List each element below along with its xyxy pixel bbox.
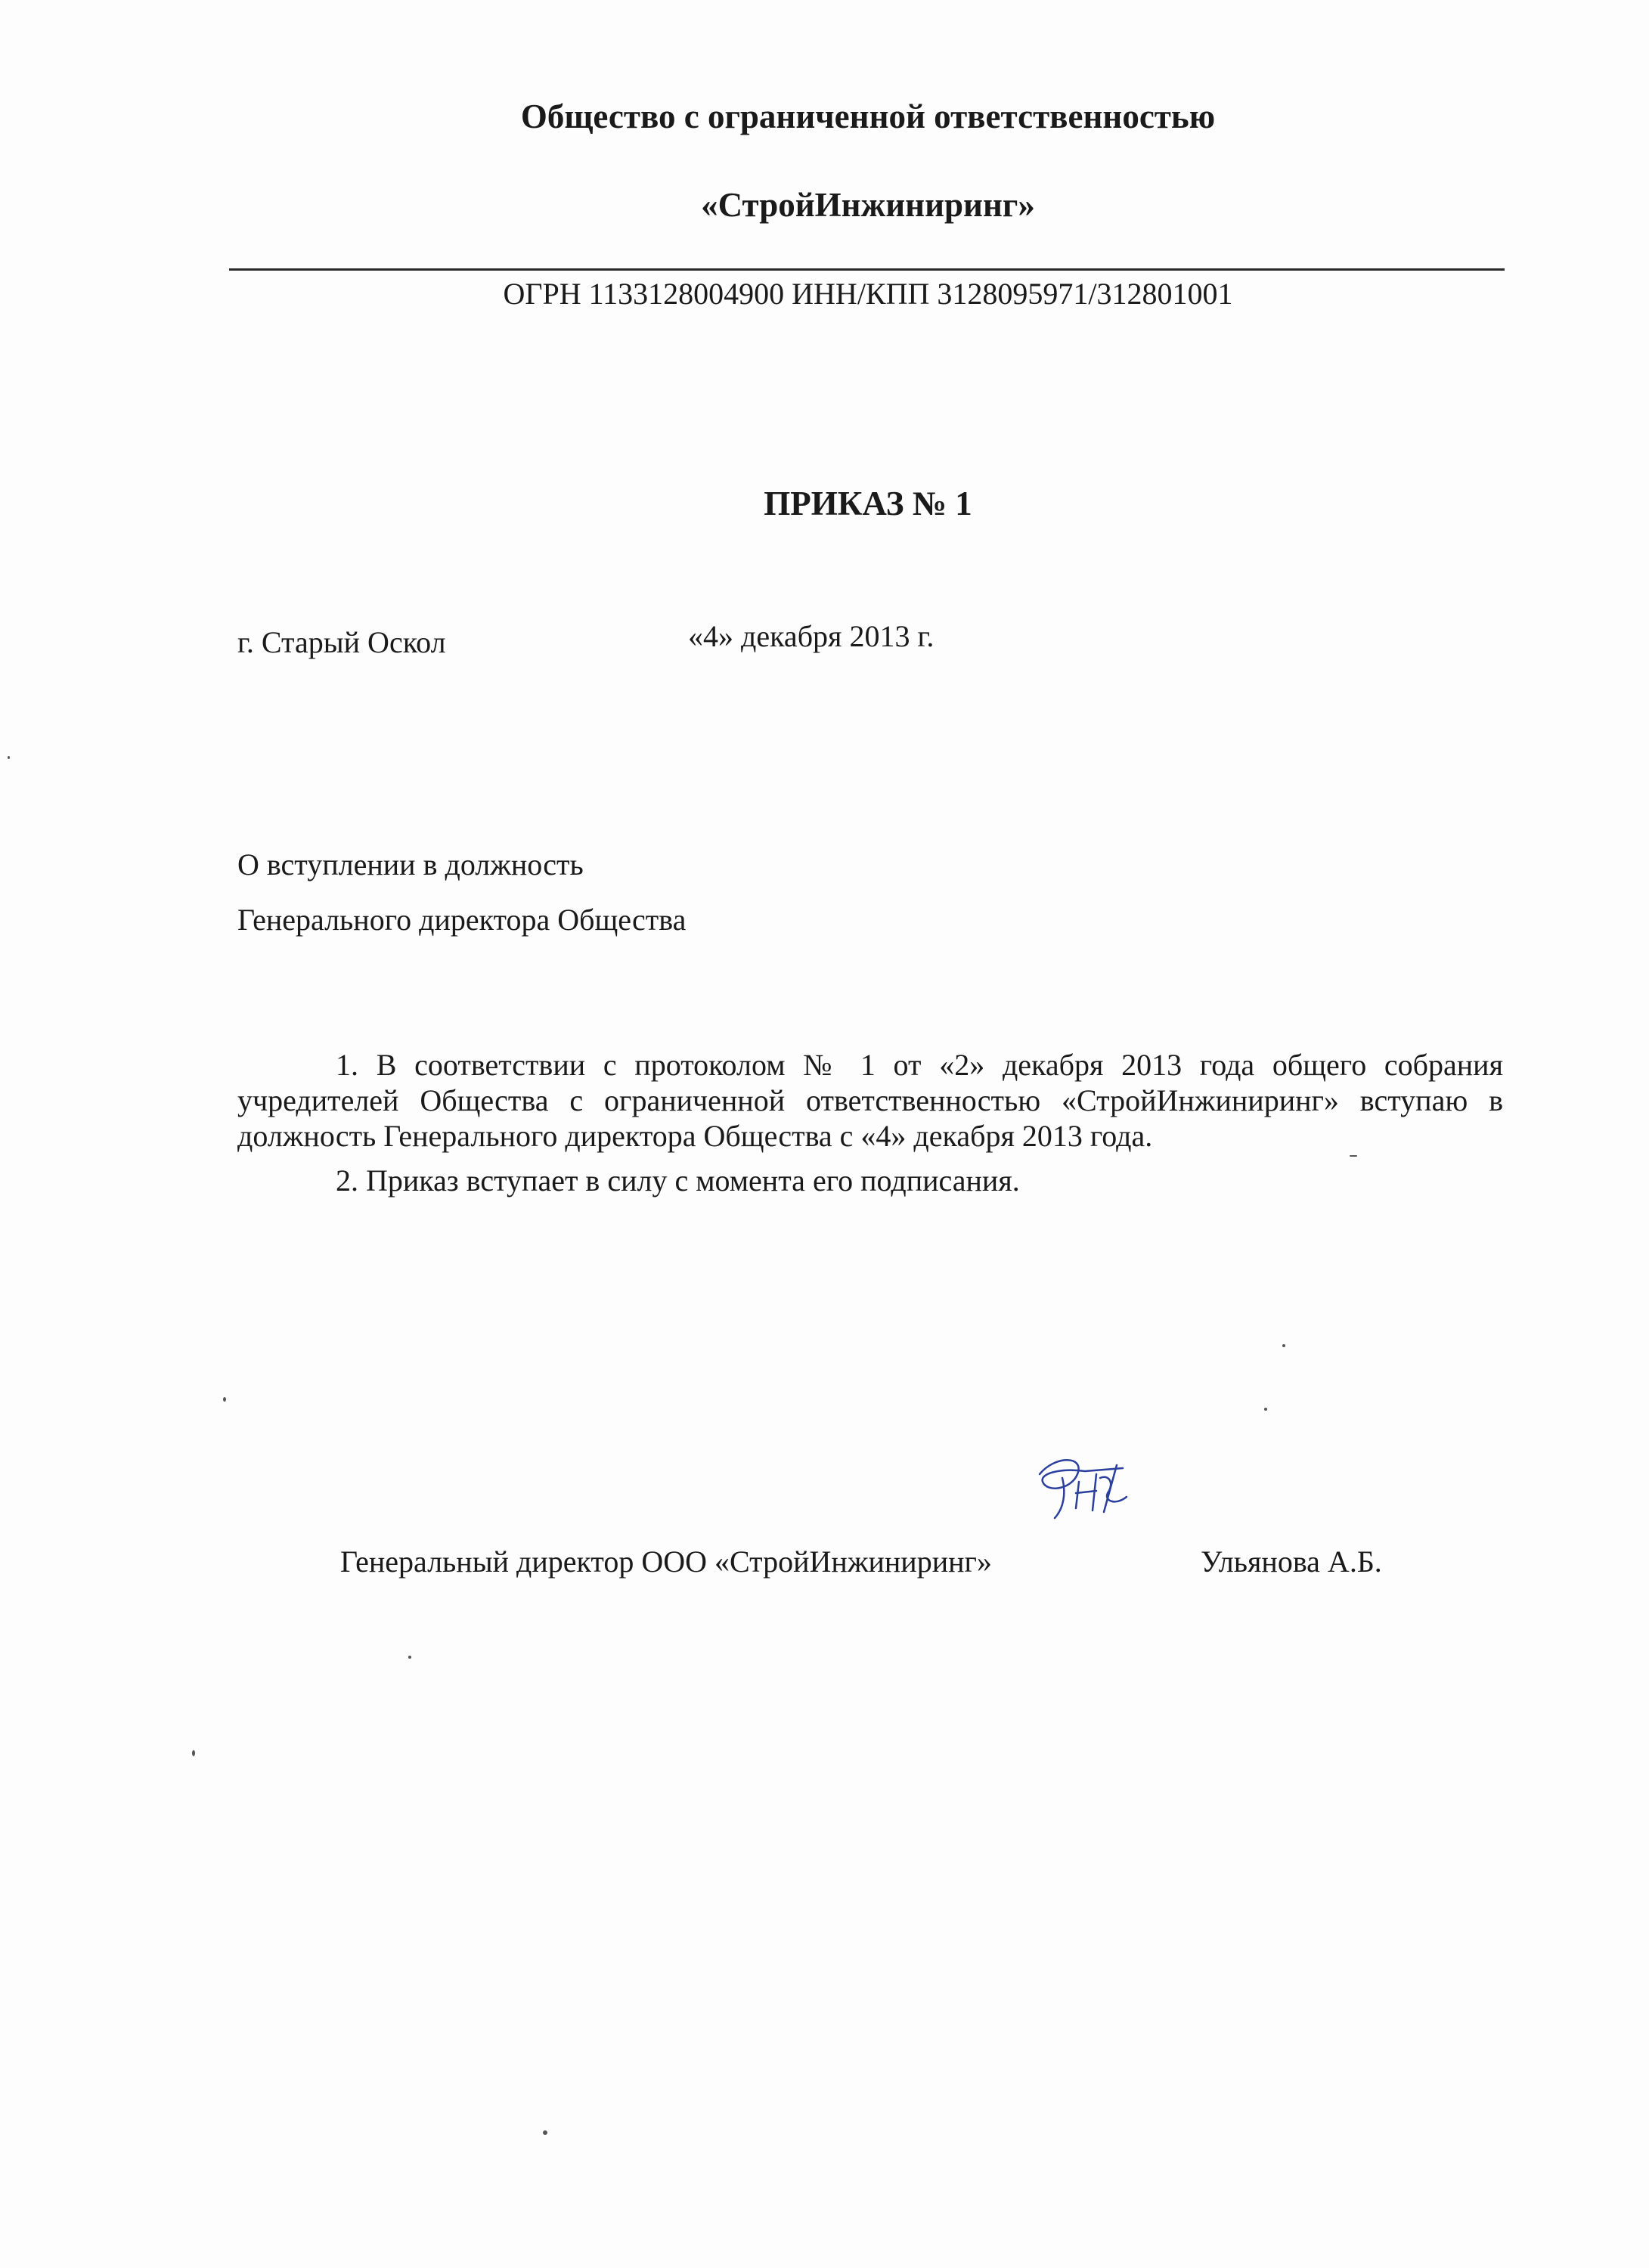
order-title: ПРИКАЗ № 1 [764, 485, 972, 522]
registration-details: ОГРН 1133128004900 ИНН/КПП 3128095971/312801001 [503, 277, 1233, 311]
scan-speck [8, 756, 10, 759]
scan-speck [408, 1656, 411, 1659]
scan-speck [223, 1397, 226, 1402]
handwritten-signature [1032, 1452, 1142, 1523]
scan-speck [1264, 1408, 1267, 1411]
scan-speck [192, 1750, 195, 1756]
scan-speck [1350, 1155, 1357, 1157]
signatory-name: Ульянова А.Б. [1201, 1545, 1382, 1579]
order-body [237, 1047, 1503, 1198]
signatory-position: Генеральный директор ООО «СтройИнжиниринг» [340, 1545, 992, 1579]
order-date: «4» декабря 2013 г. [688, 619, 935, 653]
organization-name: Общество с ограниченной ответственностью [520, 98, 1216, 135]
order-city: г. Старый Оскол [237, 625, 446, 659]
header-divider [229, 268, 1505, 271]
order-subject-line-2: Генерального директора Общества [237, 903, 687, 937]
company-name: «СтройИнжиниринг» [701, 186, 1035, 224]
order-subject-line-1: О вступлении в должность [237, 847, 584, 881]
scan-speck [543, 2130, 547, 2135]
order-paragraph-2: 2. Приказ вступает в силу с момента его подписания. [336, 1163, 1020, 1198]
order-paragraph-1: 1. В соответствии с протоколом № 1 от «2» декабря 2013 года общего собрания учредителей Общества с ограниченной ответственностью «СтройИнжиниринг» вступаю в должность Генерального директора Общества с «4» декабря 2013 года. [237, 1048, 1503, 1153]
scan-speck [1282, 1344, 1285, 1347]
